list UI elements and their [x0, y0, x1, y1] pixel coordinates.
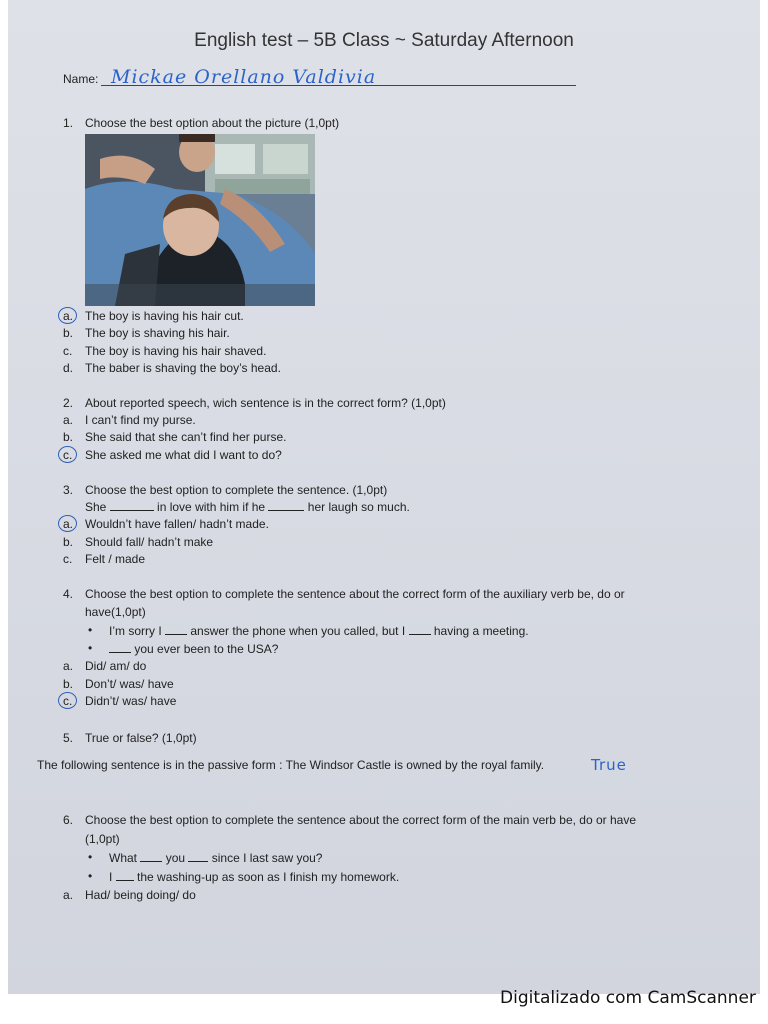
q1-number: 1.: [63, 116, 74, 130]
q4-bullet-2: you ever been to the USA?: [109, 642, 278, 656]
bullet-dot: •: [88, 869, 93, 883]
q6-prompt-line1: Choose the best option to complete the sentence about the correct form of the main verb be, do or have: [85, 813, 636, 827]
answer-circle-mark: [58, 446, 77, 463]
q6-option-a: Had/ being doing/ do: [85, 888, 196, 902]
q5-statement: The following sentence is in the passive form : The Windsor Castle is owned by the royal family.: [37, 758, 545, 772]
q3-option-a-letter: a.: [63, 517, 73, 531]
q3-sentence: She in love with him if he her laugh so much.: [85, 500, 410, 514]
q2-option-c-letter: c.: [63, 448, 72, 462]
q6-number: 6.: [63, 813, 74, 827]
q4-option-c: Didn’t/ was/ have: [85, 694, 177, 708]
q1-option-b-letter: b.: [63, 326, 74, 340]
q6-prompt-line2: (1,0pt): [85, 832, 120, 846]
q3-number: 3.: [63, 483, 74, 497]
q2-option-b: She said that she can’t find her purse.: [85, 430, 287, 444]
q3-option-c: Felt / made: [85, 552, 146, 566]
q5-number: 5.: [63, 731, 74, 745]
handwritten-name: Mickae Orellano Valdivia: [111, 66, 377, 88]
q3-option-b: Should fall/ hadn’t make: [85, 535, 214, 549]
q4-option-c-letter: c.: [63, 694, 72, 708]
q4-prompt-line1: Choose the best option to complete the sentence about the correct form of the auxiliary verb be, do or: [85, 587, 625, 601]
bullet-dot: •: [88, 623, 93, 637]
q5-prompt: True or false? (1,0pt): [85, 731, 197, 745]
q4-option-b-letter: b.: [63, 677, 74, 691]
q6-option-a-letter: a.: [63, 888, 74, 902]
q1-option-c: The boy is having his hair shaved.: [85, 344, 267, 358]
q5-handwritten-answer: True: [591, 756, 627, 774]
q4-bullet-1: I’m sorry I answer the phone when you called, but I having a meeting.: [109, 624, 529, 638]
name-field: [63, 66, 583, 88]
q4-option-a: Did/ am/ do: [85, 659, 147, 673]
q1-option-a-letter: a.: [63, 309, 73, 323]
page-title: English test – 5B Class ~ Saturday Afternoon: [194, 30, 574, 51]
barber-photo-illustration: [85, 134, 315, 306]
q3-option-b-letter: b.: [63, 535, 74, 549]
q2-number: 2.: [63, 396, 74, 410]
q2-option-c: She asked me what did I want to do?: [85, 448, 282, 462]
bullet-dot: •: [88, 641, 93, 655]
answer-circle-mark: [58, 307, 77, 324]
answer-circle-mark: [58, 692, 77, 709]
q6-bullet-2: I the washing-up as soon as I finish my homework.: [109, 870, 400, 884]
bullet-dot: •: [88, 850, 93, 864]
q4-option-a-letter: a.: [63, 659, 74, 673]
scanned-page: [8, 0, 760, 994]
q1-option-d-letter: d.: [63, 361, 74, 375]
q4-number: 4.: [63, 587, 74, 601]
q1-option-b: The boy is shaving his hair.: [85, 326, 230, 340]
q6-bullet-1: What you since I last saw you?: [109, 851, 323, 865]
q1-option-d: The baber is shaving the boy’s head.: [85, 361, 281, 375]
q2-option-a: I can’t find my purse.: [85, 413, 196, 427]
q4-prompt-line2: have(1,0pt): [85, 605, 146, 619]
q4-option-b: Don’t/ was/ have: [85, 677, 174, 691]
camscanner-watermark: Digitalizado com CamScanner: [500, 988, 756, 1008]
q3-option-a: Wouldn’t have fallen/ hadn’t made.: [85, 517, 269, 531]
q2-prompt: About reported speech, wich sentence is in the correct form? (1,0pt): [85, 396, 446, 410]
q2-option-a-letter: a.: [63, 413, 74, 427]
q2-option-b-letter: b.: [63, 430, 74, 444]
q1-prompt: Choose the best option about the picture (1,0pt): [85, 116, 340, 130]
q3-option-c-letter: c.: [63, 552, 73, 566]
barber-photo: [85, 134, 315, 306]
q1-option-a: The boy is having his hair cut.: [85, 309, 244, 323]
q3-prompt: Choose the best option to complete the sentence. (1,0pt): [85, 483, 388, 497]
answer-circle-mark: [58, 515, 77, 532]
q1-option-c-letter: c.: [63, 344, 73, 358]
name-label: Name:: [63, 72, 99, 86]
